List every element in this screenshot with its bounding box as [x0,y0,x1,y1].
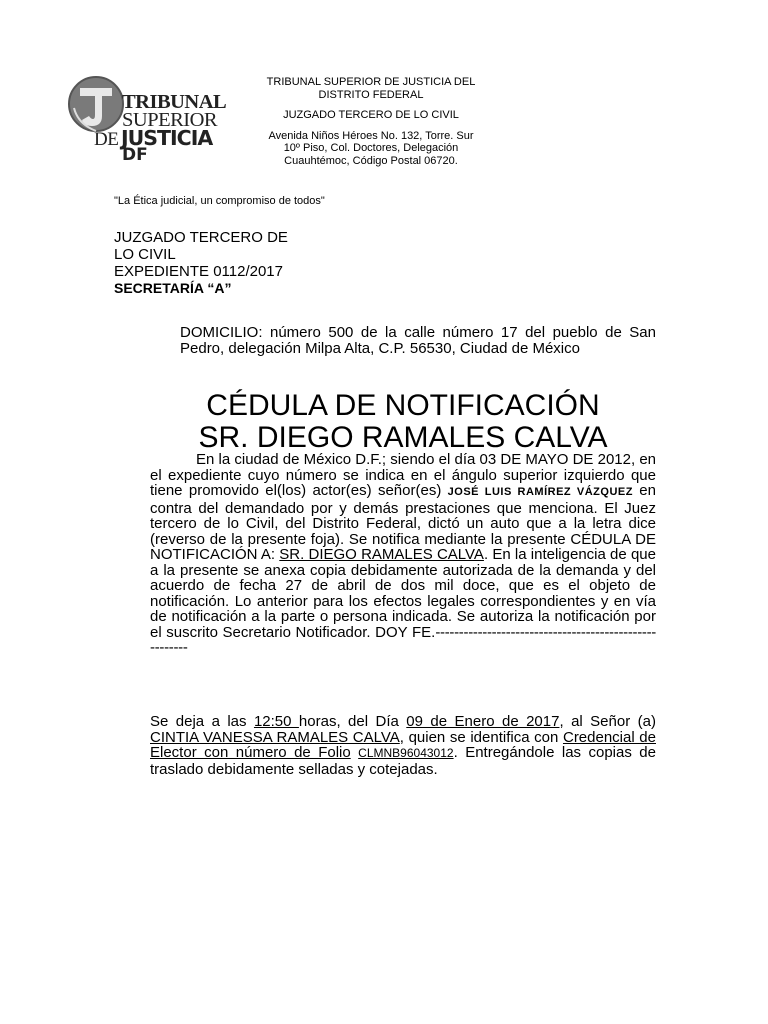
closing-paragraph [150,714,656,777]
closing-text [150,714,656,777]
letterhead-address-1: Avenida Niños Héroes No. 132, Torre. Sur [268,129,474,142]
delivery-date: 09 de Enero de 2017 [406,713,560,730]
court-block [114,229,288,297]
dash-line: ------------------------------------------------------- [150,623,656,656]
court-line-1: JUZGADO TERCERO DE [114,229,288,246]
closing-part-1: Se deja a las [150,713,254,730]
notification-body [150,452,656,656]
logo-word-df: DF [122,145,148,165]
letterhead-address-2: 10º Piso, Col. Doctores, Delegación [283,142,459,154]
recipient-name: CINTIA VANESSA RAMALES CALVA [150,728,400,746]
logo-word-tribunal: TRIBUNAL [122,91,227,113]
letterhead-line-1: TRIBUNAL SUPERIOR DE JUSTICIA DEL [266,76,476,88]
domicilio-paragraph [150,325,656,356]
closing-part-3: , al Señor (a) [559,713,656,730]
document-title [150,390,656,454]
secretaria: SECRETARÍA “A” [114,280,232,296]
letterhead-court: JUZGADO TERCERO DE LO CIVIL [283,109,459,121]
body-part-3: . En la inteligencia de que a la presente se anexa copia debidamente autorizada de la demanda y del acuerdo de fecha 27 de abril de dos mil doce, que es el objeto de notificación. Lo anterior para los efectos legales correspondientes y en vía de notificación a la parte o persona indicada. Se autoriza la notificación por el suscrito Secretario Notificador. DOY FE. [150,546,656,641]
closing-part-4: , quien se identifica con [399,728,563,746]
folio-number: CLMNB96043012 [358,746,454,760]
logo-word-superior: SUPERIOR [122,109,218,131]
court-line-2: LO CIVIL [114,246,176,263]
letterhead [240,76,502,167]
actor-name: JOSÉ LUIS RAMÍREZ VÁZQUEZ [447,486,633,498]
title-line-2: SR. DIEGO RAMALES CALVA [198,421,608,454]
letterhead-line-2: DISTRITO FEDERAL [318,88,424,101]
domicilio-text: DOMICILIO: número 500 de la calle número 17 del pueblo de San Pedro, delegación Milpa Alta, C.P. 56530, Ciudad de México [180,324,656,357]
motto: "La Ética judicial, un compromiso de todos" [114,195,325,207]
closing-part-6: . Entregándole las copias de traslado debidamente selladas y cotejadas. [150,744,656,778]
body-part-2: en contra del demandado por y demás prestaciones que menciona. El Juez tercero de lo Civil, del Distrito Federal, dictó un auto que a la letra dice (reverso de la presente foja). Se notifica mediante la presente CÉDULA DE NOTIFICACIÓN A: [150,482,656,563]
notified-name: SR. DIEGO RAMALES CALVA [279,546,484,563]
delivery-time: 12:50 [253,713,299,730]
closing-part-2: horas, del Día [298,713,407,730]
logo-word-justicia: JUSTICIA [121,126,213,150]
expediente: EXPEDIENTE 0112/2017 [114,263,283,280]
logo-word-de: DE [94,129,119,150]
body-paragraph [150,452,656,656]
id-document: Credencial de Elector con número de Folio [150,728,656,761]
letterhead-address-3: Cuauhtémoc, Código Postal 06720. [284,154,458,167]
body-part-1: En la ciudad de México D.F.; siendo el día 03 DE MAYO DE 2012, en el expediente cuyo número se indica en el ángulo superior izquierdo que tiene promovido el(los) actor(es) señor(es) [150,451,656,499]
title-line-1: CÉDULA DE NOTIFICACIÓN [206,389,600,422]
tribunal-logo [68,74,227,165]
